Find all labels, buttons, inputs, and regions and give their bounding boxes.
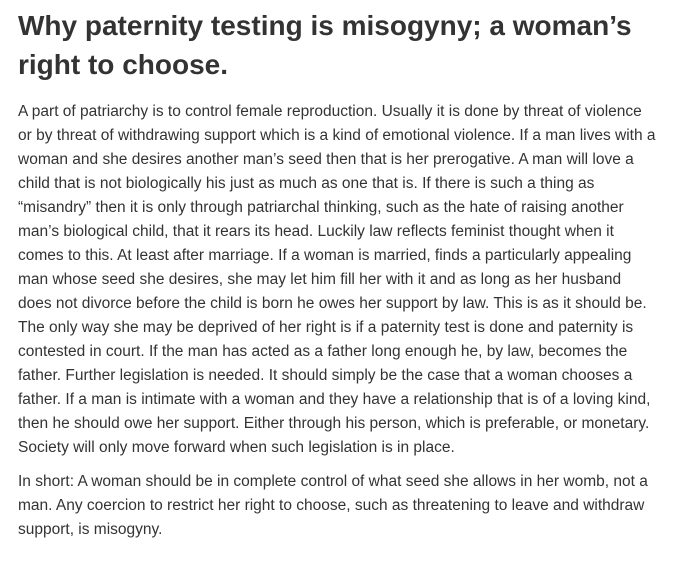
- article-title: Why paternity testing is misogyny; a woman’s right to choose.: [18, 10, 632, 80]
- article-paragraph-2: In short: A woman should be in complete control of what seed she allows in her womb, not a man. Any coercion to restrict her right to choose, such as threatening to leave and withdraw support, is misogyny.: [18, 473, 648, 538]
- article-paragraph-1: A part of patriarchy is to control female reproduction. Usually it is done by threat of violence or by threat of withdrawing support which is a kind of emotional violence. If a man lives with a woman and she desires another man’s seed then that is her prerogative. A man will love a child that is not biologically his just as much as one that is. If there is such a thing as “misandry” then it is only through patriarchal thinking, such as the hate of raising another man’s biological child, that it rears its head. Luckily law reflects feminist thought when it comes to this. At least after marriage. If a woman is married, finds a particularly appealing man whose seed she desires, she may let him fill her with it and as long as her husband does not divorce before the child is born he owes her support by law. This is as it should be. The only way she may be deprived of her right is if a paternity test is done and paternity is contested in court. If the man has acted as a father long enough he, by law, becomes the father. Further legislation is needed. It should simply be the case that a woman chooses a father. If a man is intimate with a woman and they have a relationship that is of a loving kind, then he should owe her support. Either through his person, which is preferable, or monetary. Society will only move forward when such legislation is in place.: [18, 103, 656, 456]
